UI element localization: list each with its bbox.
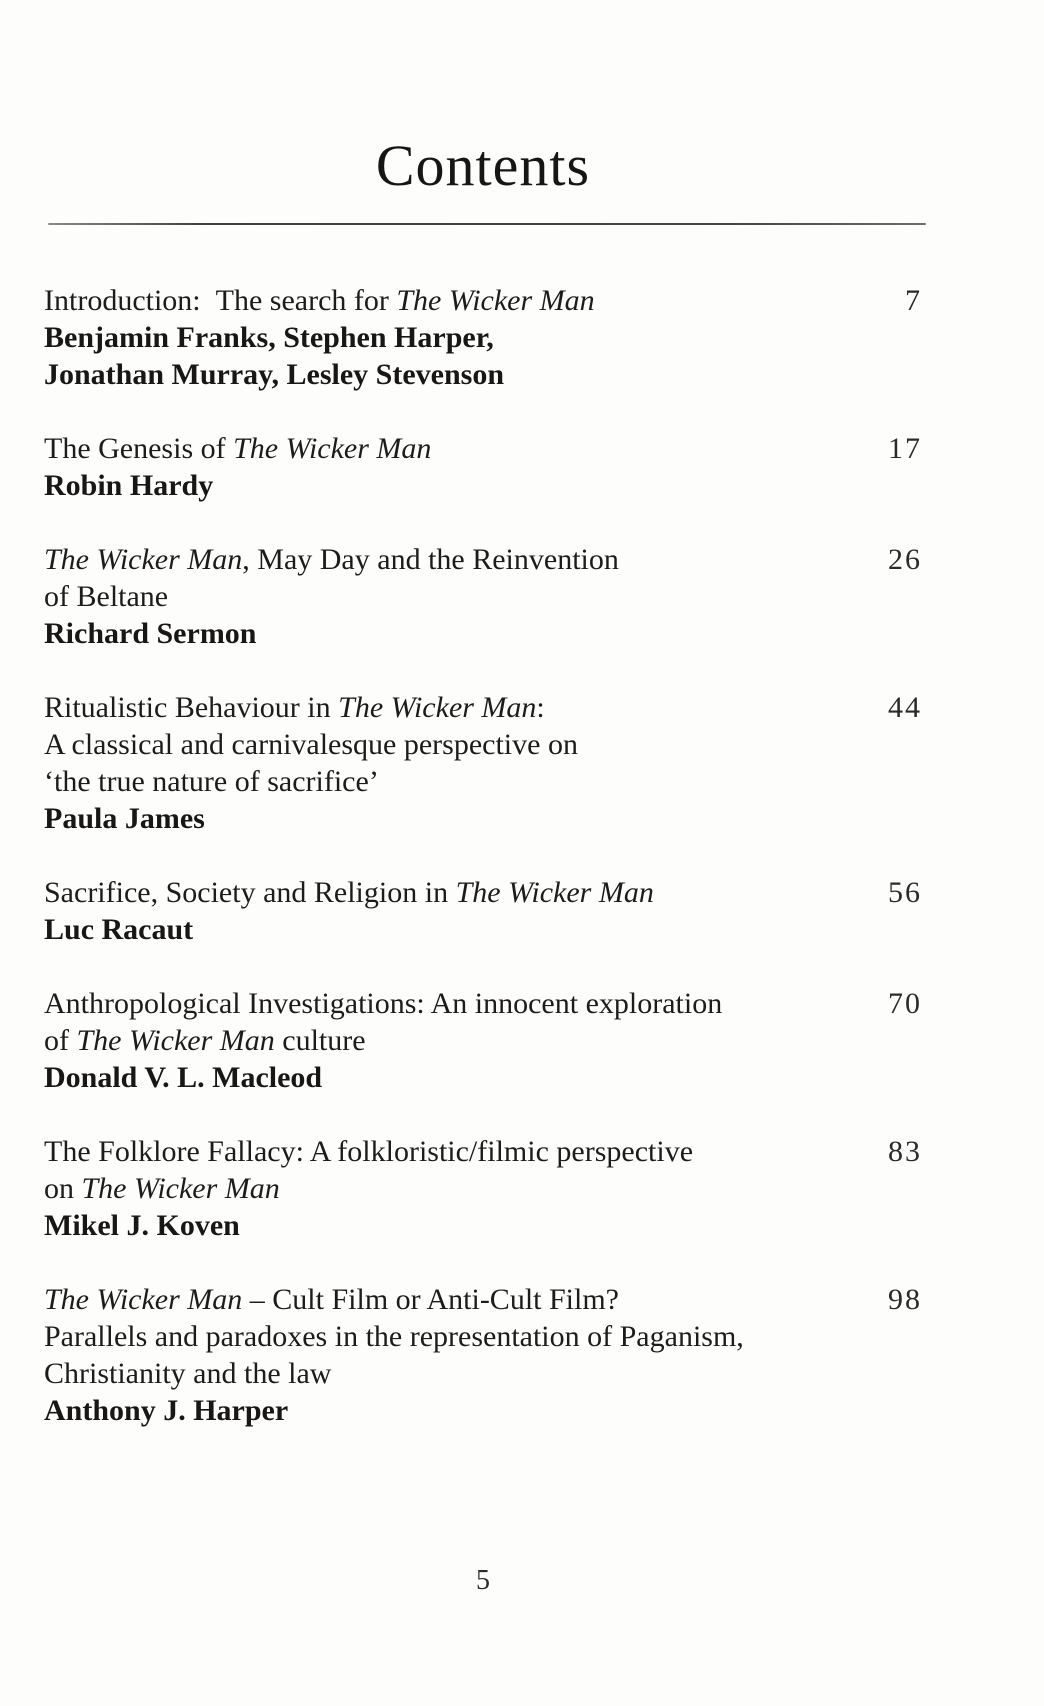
entry-title-line [44, 541, 832, 578]
entry-authors: Luc Racaut [44, 913, 194, 946]
entry-page-number: 7 [905, 284, 922, 317]
entry-authors: Paula James [44, 802, 205, 835]
entry-title-line [44, 1022, 832, 1059]
toc-entry [44, 985, 922, 1096]
table-of-contents [44, 282, 922, 1466]
entry-title-line [44, 1355, 832, 1392]
entry-title-text: A classical and carnivalesque perspective on [44, 728, 578, 761]
entry-page-number: 98 [888, 1283, 922, 1316]
toc-entry [44, 874, 922, 948]
entry-title-line [44, 1281, 832, 1318]
entry-page-number: 70 [888, 987, 922, 1020]
entry-title-line [44, 1170, 832, 1207]
entry-title-text: : [536, 691, 545, 724]
toc-entry [44, 1281, 922, 1429]
entry-text [44, 874, 850, 948]
entry-title-text: Ritualistic Behaviour in [44, 691, 339, 724]
entry-title-line [44, 282, 832, 319]
entry-text [44, 1281, 850, 1429]
entry-authors: Jonathan Murray, Lesley Stevenson [44, 358, 505, 391]
toc-entry [44, 282, 922, 393]
entry-text [44, 1133, 850, 1244]
entry-title-text: Introduction: The search for [44, 284, 397, 317]
toc-entry [44, 541, 922, 652]
entry-page-number: 17 [888, 432, 922, 465]
entry-title-line [44, 985, 832, 1022]
toc-entry [44, 1133, 922, 1244]
entry-title-line [44, 1133, 832, 1170]
entry-page-number: 83 [888, 1135, 922, 1168]
entry-page-number: 44 [888, 691, 922, 724]
entry-authors: Anthony J. Harper [44, 1394, 289, 1427]
entry-title-text: on [44, 1172, 82, 1205]
title-divider [48, 223, 926, 225]
entry-authors: Benjamin Franks, Stephen Harper, [44, 321, 494, 354]
work-title-italic: The Wicker Man [233, 432, 432, 465]
work-title-italic: The Wicker Man [396, 284, 595, 317]
entry-title-line [44, 689, 832, 726]
work-title-italic: The Wicker Man [455, 876, 654, 909]
entry-authors: Donald V. L. Macleod [44, 1061, 323, 1094]
work-title-italic: The Wicker Man [44, 1283, 243, 1316]
work-title-italic: The Wicker Man [76, 1024, 275, 1057]
entry-title-text: – Cult Film or Anti-Cult Film? [242, 1283, 619, 1316]
work-title-italic: The Wicker Man [81, 1172, 280, 1205]
entry-authors: Richard Sermon [44, 617, 257, 650]
entry-title-line [44, 874, 832, 911]
work-title-italic: The Wicker Man [44, 543, 243, 576]
entry-page-number: 56 [888, 876, 922, 909]
page-title: Contents [375, 133, 591, 198]
entry-title-line [44, 430, 832, 467]
entry-text [44, 541, 850, 652]
entry-text [44, 985, 850, 1096]
entry-title-text: Christianity and the law [44, 1357, 332, 1390]
entry-title-text: ‘the true nature of sacrifice’ [44, 765, 379, 798]
entry-title-text: of Beltane [44, 580, 169, 613]
entry-authors: Mikel J. Koven [44, 1209, 240, 1242]
entry-page-number: 26 [888, 543, 922, 576]
toc-entry [44, 689, 922, 837]
entry-title-text: , May Day and the Reinvention [242, 543, 619, 576]
entry-title-line [44, 763, 832, 800]
entry-title-text: culture [274, 1024, 366, 1057]
work-title-italic: The Wicker Man [338, 691, 537, 724]
entry-title-text: Parallels and paradoxes in the representation of Paganism, [44, 1320, 744, 1353]
entry-title-line [44, 726, 832, 763]
entry-title-text: The Genesis of [44, 432, 234, 465]
entry-title-line [44, 1318, 832, 1355]
entry-title-text: Anthropological Investigations: An innocent exploration [44, 987, 723, 1020]
entry-title-line [44, 578, 832, 615]
entry-text [44, 282, 850, 393]
entry-authors: Robin Hardy [44, 469, 214, 502]
footer-page-number: 5 [476, 1565, 490, 1596]
entry-title-text: of [44, 1024, 77, 1057]
entry-text [44, 689, 850, 837]
entry-title-text: The Folklore Fallacy: A folkloristic/filmic perspective [44, 1135, 694, 1168]
entry-text [44, 430, 850, 504]
entry-title-text: Sacrifice, Society and Religion in [44, 876, 456, 909]
toc-entry [44, 430, 922, 504]
